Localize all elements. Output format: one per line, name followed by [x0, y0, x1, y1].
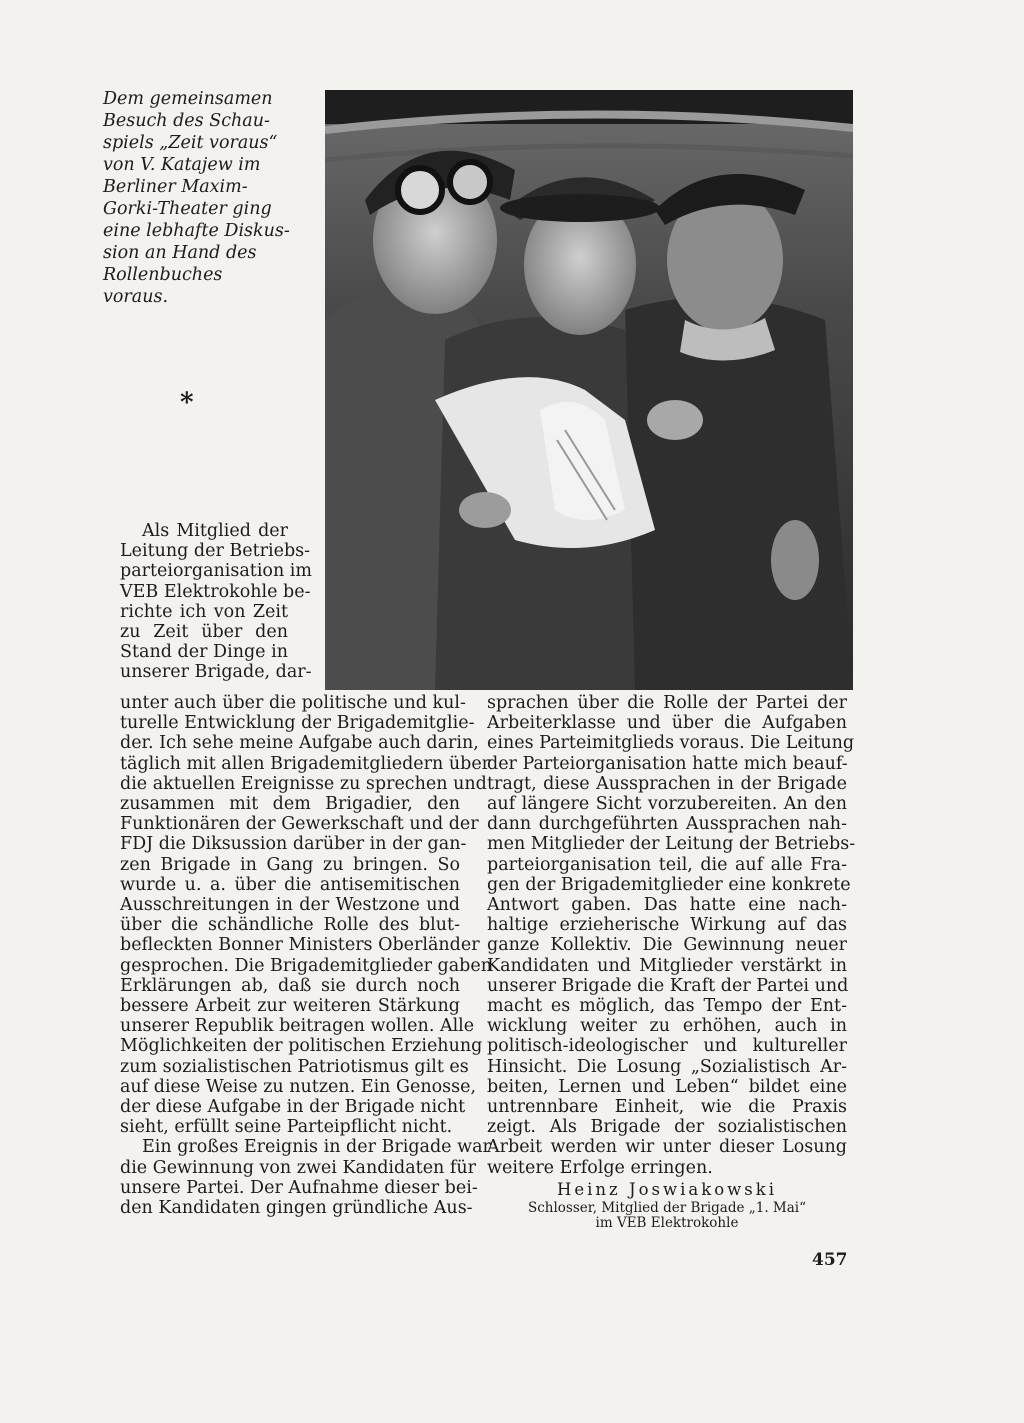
caption-line: Gorki-Theater ging — [103, 199, 272, 219]
text-line: Antwort gaben. Das hatte eine nach- — [487, 895, 847, 916]
text-line: zu Zeit über den — [120, 622, 288, 643]
text-line: zusammen mit dem Brigadier, den — [120, 794, 460, 815]
article-column-right — [487, 693, 856, 1178]
text-line: beiten, Lernen und Leben“ bildet eine — [487, 1076, 847, 1097]
text-line: der diese Aufgabe in der Brigade nicht — [120, 1097, 466, 1118]
text-line: wurde u. a. über die antisemitischen — [120, 874, 460, 895]
text-line: richte ich von Zeit — [120, 601, 288, 622]
text-line: parteiorganisation teil, die auf alle Fra- — [487, 854, 847, 875]
article-column-left-lower — [120, 693, 492, 1219]
caption-line: Dem gemeinsamen — [103, 89, 273, 109]
text-line: politisch-ideologischer und kultureller — [487, 1036, 847, 1057]
text-line: dann durchgeführten Aussprachen nah- — [487, 814, 847, 835]
text-line: Stand der Dinge in — [120, 642, 288, 663]
caption-line: sion an Hand des — [103, 243, 257, 263]
text-line: Leitung der Betriebs- — [120, 541, 311, 562]
text-line: Erklärungen ab, daß sie durch noch — [120, 975, 460, 996]
text-line: tragt, diese Aussprachen in der Brigade — [487, 773, 847, 794]
text-line: macht es möglich, das Tempo der Ent- — [487, 996, 847, 1017]
text-line: auf diese Weise zu nutzen. Ein Genosse, — [120, 1076, 477, 1097]
author-role — [487, 1201, 847, 1231]
text-line: zeigt. Als Brigade der sozialistischen — [487, 1117, 847, 1138]
caption-line: Besuch des Schau- — [103, 111, 270, 131]
text-line: weitere Erfolge erringen. — [487, 1157, 713, 1178]
text-line: men Mitglieder der Leitung der Betriebs- — [487, 834, 856, 855]
caption-line: Rollenbuches voraus. — [103, 265, 223, 307]
text-line: untrennbare Einheit, wie die Praxis — [487, 1097, 847, 1118]
text-line: zum sozialistischen Patriotismus gilt es — [120, 1056, 469, 1077]
author-name: Heinz Joswiakowski — [556, 1180, 778, 1199]
text-line: den Kandidaten gingen gründliche Aus- — [120, 1198, 473, 1219]
page-number: 457 — [812, 1250, 848, 1270]
caption-line: von V. Katajew im — [103, 155, 261, 175]
text-line: Arbeit werden wir unter dieser Losung — [487, 1137, 847, 1158]
text-line: parteiorganisation im — [120, 561, 312, 582]
text-line: wicklung weiter zu erhöhen, auch in — [487, 1016, 847, 1037]
text-line: Ausschreitungen in der Westzone und — [120, 895, 460, 916]
text-line: sprachen über die Rolle der Partei der — [487, 693, 847, 713]
caption-line: spiels „Zeit voraus“ — [103, 133, 278, 153]
text-line: FDJ die Diksussion darüber in der gan- — [120, 834, 467, 855]
author-role-line: im VEB Elektrokohle — [595, 1215, 739, 1231]
text-line: unsere Partei. Der Aufnahme dieser bei- — [120, 1177, 478, 1198]
text-line: Möglichkeiten der politischen Erziehung — [120, 1036, 483, 1057]
text-line: sieht, erfüllt seine Parteipflicht nicht. — [120, 1117, 453, 1138]
text-line: Ein großes Ereignis in der Brigade war — [142, 1137, 491, 1158]
article-column-left-upper — [120, 521, 312, 683]
text-line: zen Brigade in Gang zu bringen. So — [120, 854, 460, 875]
text-line: die aktuellen Ereignisse zu sprechen und — [120, 773, 487, 794]
text-line: unter auch über die politische und kul- — [120, 693, 466, 713]
text-line: Funktionären der Gewerkschaft und der — [120, 814, 479, 835]
text-line: eines Parteimitglieds voraus. Die Leitung — [487, 733, 855, 754]
text-line: turelle Entwicklung der Brigademitglie- — [120, 713, 475, 734]
text-line: gen der Brigademitglieder eine konkrete — [487, 874, 851, 895]
author-role-line: Schlosser, Mitglied der Brigade „1. Mai“ — [527, 1200, 807, 1216]
text-line: bessere Arbeit zur weiteren Stärkung — [120, 996, 460, 1017]
text-line: täglich mit allen Brigademitgliedern über — [120, 753, 491, 774]
text-line: unserer Brigade die Kraft der Partei und — [487, 975, 849, 996]
text-line: gesprochen. Die Brigademitglieder gaben — [120, 955, 492, 976]
text-line: ganze Kollektiv. Die Gewinnung neuer — [487, 935, 847, 956]
text-line: unserer Republik beitragen wollen. Alle — [120, 1016, 475, 1037]
text-line: Als Mitglied der — [142, 521, 288, 541]
text-line: befleckten Bonner Ministers Oberländer — [120, 935, 480, 956]
text-line: VEB Elektrokohle be- — [120, 581, 311, 602]
text-line: unserer Brigade, dar- — [120, 662, 312, 683]
photograph-three-workers-reading — [325, 90, 853, 690]
section-separator: * — [180, 388, 194, 418]
text-line: auf längere Sicht vorzubereiten. An den — [487, 794, 847, 815]
caption-line: Berliner Maxim- — [103, 177, 248, 197]
text-line: Kandidaten und Mitglieder verstärkt in — [487, 955, 847, 976]
photo-caption — [103, 88, 291, 308]
text-line: der Parteiorganisation hatte mich beauf- — [487, 753, 848, 774]
caption-line: eine lebhafte Diskus- — [103, 221, 290, 241]
text-line: die Gewinnung von zwei Kandidaten für — [120, 1157, 476, 1178]
text-line: über die schändliche Rolle des blut- — [120, 915, 460, 936]
text-line: der. Ich sehe meine Aufgabe auch darin, — [120, 733, 479, 754]
text-line: haltige erzieherische Wirkung auf das — [487, 915, 847, 936]
text-line: Hinsicht. Die Losung „Sozialistisch Ar- — [487, 1056, 847, 1077]
text-line: Arbeiterklasse und über die Aufgaben — [487, 713, 847, 734]
